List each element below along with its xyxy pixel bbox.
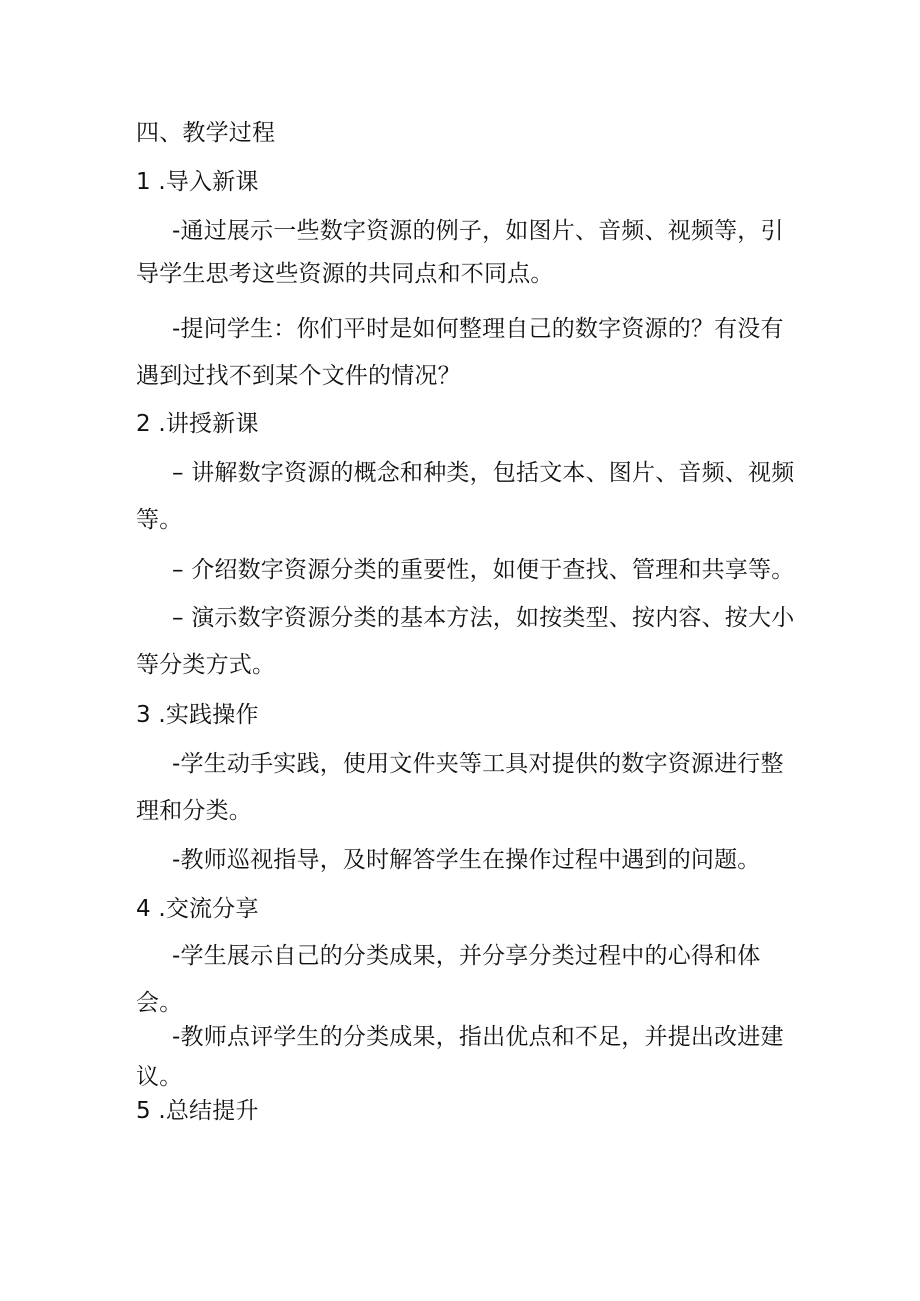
paragraph-line: -提问学生：你们平时是如何整理自己的数字资源的？有没有: [172, 316, 784, 342]
paragraph-line: -学生展示自己的分类成果，并分享分类过程中的心得和体: [172, 943, 761, 969]
paragraph-line: 等。: [136, 507, 183, 533]
paragraph-line: -教师点评学生的分类成果，指出优点和不足，并提出改进建: [172, 1024, 784, 1050]
paragraph-line: -通过展示一些数字资源的例子，如图片、音频、视频等，引: [172, 218, 784, 244]
paragraph-line: 导学生思考这些资源的共同点和不同点。: [136, 261, 554, 287]
step-heading-3: 3 .实践操作: [136, 702, 259, 728]
paragraph-line: -学生动手实践，使用文件夹等工具对提供的数字资源进行整: [172, 751, 784, 777]
step-heading-5: 5 .总结提升: [136, 1098, 259, 1124]
step-heading-2: 2 .讲授新课: [136, 411, 259, 437]
step-heading-1: 1 .导入新课: [136, 169, 259, 195]
paragraph-line: 议。: [136, 1064, 183, 1090]
paragraph-line: 会。: [136, 990, 183, 1016]
paragraph-line: – 演示数字资源分类的基本方法，如按类型、按内容、按大小: [172, 605, 795, 631]
paragraph-line: -教师巡视指导，及时解答学生在操作过程中遇到的问题。: [172, 847, 761, 873]
paragraph-line: – 讲解数字资源的概念和种类，包括文本、图片、音频、视频: [172, 460, 795, 486]
paragraph-line: 遇到过找不到某个文件的情况？: [136, 363, 461, 389]
paragraph-line: 等分类方式。: [136, 652, 276, 678]
step-heading-4: 4 .交流分享: [136, 896, 259, 922]
paragraph-line: – 介绍数字资源分类的重要性，如便于查找、管理和共享等。: [172, 557, 795, 583]
paragraph-line: 理和分类。: [136, 798, 252, 824]
section-title: 四、教学过程: [136, 120, 276, 146]
